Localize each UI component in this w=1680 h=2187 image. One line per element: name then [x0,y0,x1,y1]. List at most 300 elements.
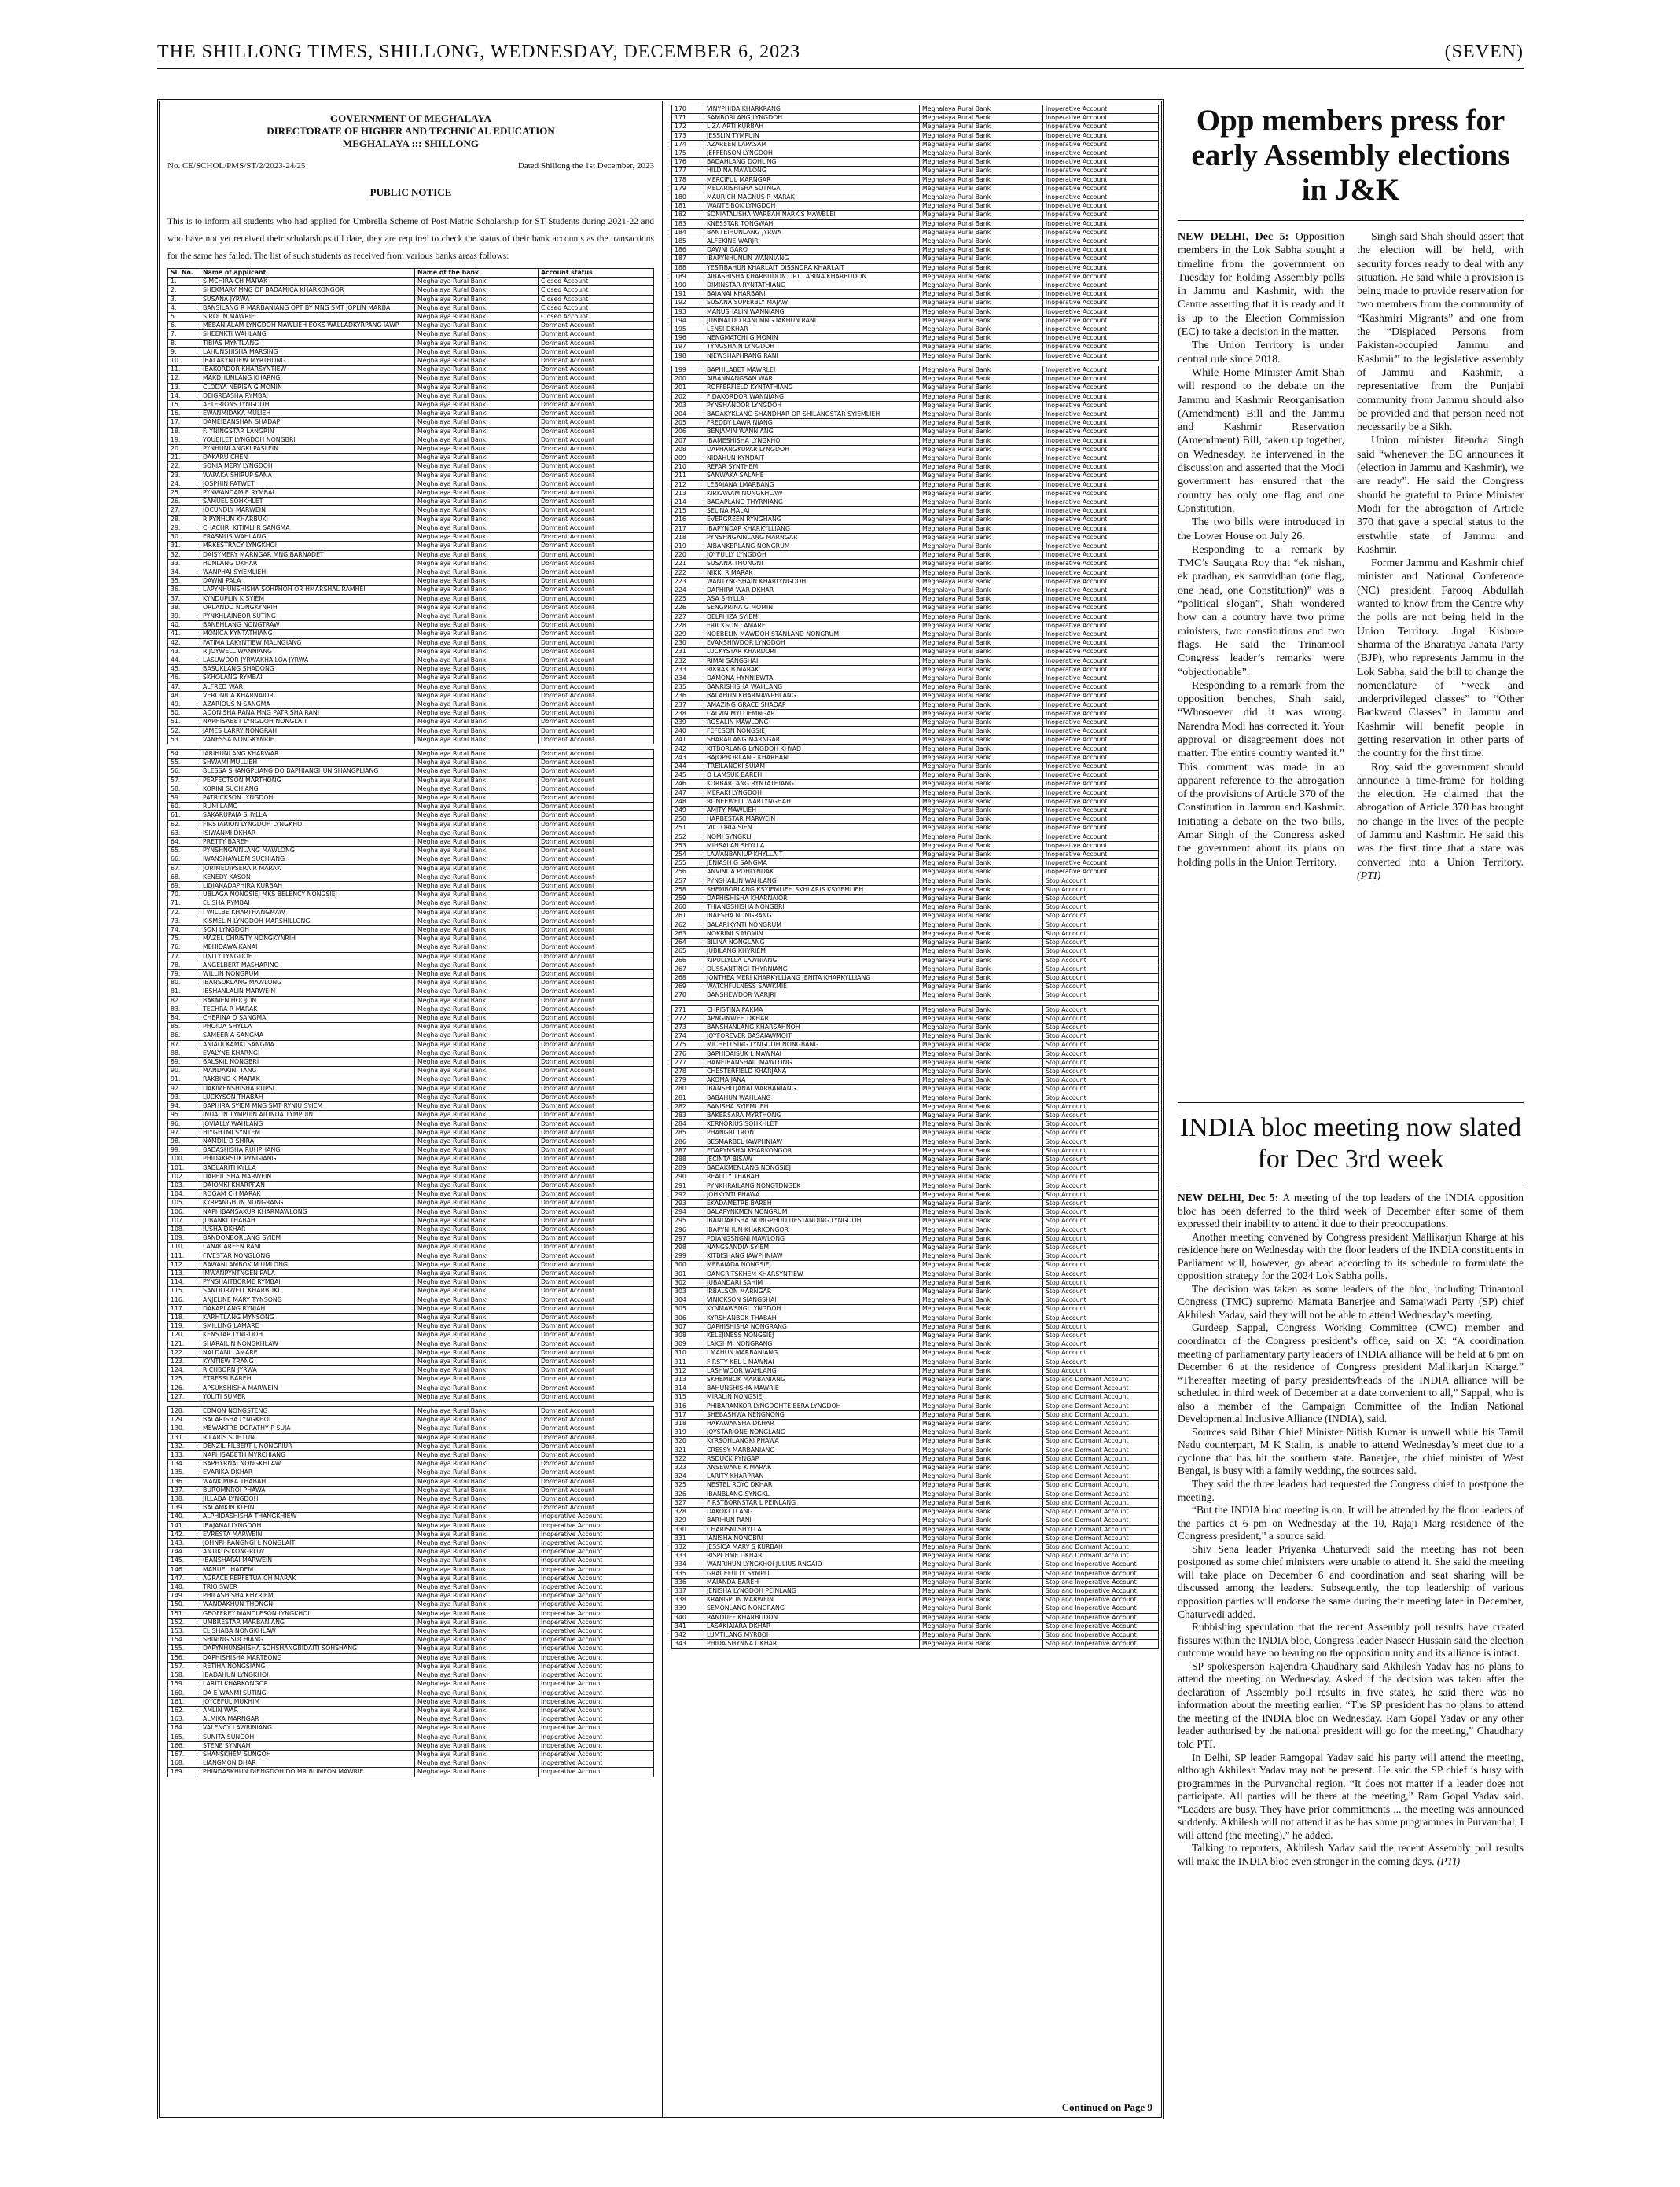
account-status: Inoperative Account [539,1592,654,1601]
bank-name: Meghalaya Rural Bank [920,1358,1043,1366]
serial-number: 296 [672,1226,704,1234]
table-row [672,533,1159,542]
bank-name: Meghalaya Rural Bank [415,638,539,647]
bank-name: Meghalaya Rural Bank [920,1464,1043,1472]
applicant-name: ROFFERFIELD KYNTATHIANG [704,384,920,392]
bank-name: Meghalaya Rural Bank [415,1216,539,1225]
applicant-name: SONIATALISHA WARBAH NARKIS MAWBLEI [704,211,920,219]
serial-number: 14. [168,391,200,400]
serial-number: 213 [672,489,704,498]
account-status: Inoperative Account [1043,299,1159,307]
account-status: Stop Account [1043,1146,1159,1155]
account-status: Inoperative Account [1043,202,1159,211]
applicant-name: THIANGSHISHA NONGBRI [704,903,920,912]
applicant-name: SELINA MALAI [704,507,920,516]
applicant-name: DAMEIBANSHAN SHADAP [200,418,415,427]
table-row [672,824,1159,833]
account-status: Dormant Account [539,454,654,462]
serial-number: 133. [168,1451,200,1460]
applicant-name: PDIANGSNGNI MAWLONG [704,1234,920,1243]
serial-number: 105. [168,1199,200,1207]
bank-name: Meghalaya Rural Bank [920,1288,1043,1296]
bank-name: Meghalaya Rural Bank [920,921,1043,929]
account-status: Stop and Dormant Account [1043,1472,1159,1481]
account-status: Stop Account [1043,939,1159,947]
bank-name: Meghalaya Rural Bank [920,1199,1043,1207]
account-status: Inoperative Account [1043,140,1159,149]
applicant-name: IBANDAKISHA NONGPHUD DESTANDING LYNGDOH [704,1217,920,1226]
account-status: Dormant Account [539,401,654,410]
bank-name: Meghalaya Rural Bank [920,480,1043,489]
applicant-name: SHWAMI MULLIEH [200,759,415,767]
account-status: Dormant Account [539,1014,654,1023]
applicant-name: BALARIKYNTI NONGRUM [704,921,920,929]
applicant-name: JILLADA LYNGDOH [200,1495,415,1504]
table-row [168,811,654,820]
table-row [672,903,1159,912]
applicant-name: BANSILANG R MARBANIANG OPT BY MNG SMT JOPLIN MARBA [200,303,415,312]
serial-number: 157. [168,1662,200,1671]
account-status: Inoperative Account [539,1645,654,1653]
applicant-name: BAHUNSHISHA MAWRIE [704,1384,920,1393]
account-status: Dormant Account [539,1075,654,1084]
serial-number: 188 [672,263,704,272]
headline-india-bloc: INDIA bloc meeting now slated for Dec 3rd week [1178,1103,1524,1185]
table-row [168,647,654,656]
serial-number: 290 [672,1173,704,1182]
table-row [672,1384,1159,1393]
applicant-name: NOEBELIN MAWDOH STANLAND NONGRUM [704,630,920,638]
table-row [168,471,654,480]
account-status: Stop Account [1043,1041,1159,1049]
bank-name: Meghalaya Rural Bank [920,604,1043,612]
bank-name: Meghalaya Rural Bank [920,709,1043,718]
account-status: Stop Account [1043,903,1159,912]
applicant-name: JOYSTARJONE NONGLANG [704,1428,920,1437]
serial-number: 185 [672,237,704,246]
serial-number: 257 [672,877,704,885]
applicant-name: SANWAKA SALAHE [704,472,920,480]
table-row [672,272,1159,281]
serial-number: 6. [168,322,200,330]
bank-name: Meghalaya Rural Bank [415,313,539,322]
bank-name: Meghalaya Rural Bank [920,956,1043,965]
notice-title: PUBLIC NOTICE [369,186,452,198]
account-status: Dormant Account [539,1058,654,1067]
story-paragraph: In Delhi, SP leader Ramgopal Yadav said his party will attend the meeting, although Akhilesh Yadav may not be present. He said the SP chief is busy with programmes in the Purvanchal region. “It does not matter if a leader does not participate. All parties will be there at the meeting,” Ram Gopal Yadav said. “Leaders are busy. They have prior commitments ... the meeting was announced suddenly. Akhilesh will not attend it as he has some programmes in Purvanchal, I will attend (the meeting),” he added. [1178,1751,1524,1841]
table-row [168,1733,654,1741]
serial-number: 199 [672,366,704,374]
bank-name: Meghalaya Rural Bank [920,807,1043,815]
serial-number: 242 [672,744,704,753]
applicant-name: SAMBORLANG LYNGDOH [704,114,920,123]
account-status: Stop Account [1043,912,1159,921]
account-status: Dormant Account [539,1199,654,1207]
bank-name: Meghalaya Rural Bank [415,700,539,708]
applicant-name: MANDAKINI TANG [200,1067,415,1075]
serial-number: 224 [672,586,704,594]
serial-number: 48. [168,691,200,700]
applicant-name: MAZEL CHRISTY NONGKYNRIH [200,935,415,943]
account-status: Dormant Account [539,691,654,700]
table-row [672,105,1159,114]
table-row [672,436,1159,445]
bank-name: Meghalaya Rural Bank [415,1706,539,1715]
serial-number: 256 [672,868,704,877]
applicant-table [671,1005,1159,1649]
bank-name: Meghalaya Rural Bank [415,1671,539,1680]
bank-name: Meghalaya Rural Bank [415,908,539,917]
serial-number: 313 [672,1376,704,1384]
account-status: Stop Account [1043,947,1159,956]
serial-number: 318 [672,1420,704,1428]
account-status: Inoperative Account [1043,211,1159,219]
bank-name: Meghalaya Rural Bank [415,873,539,881]
account-status: Inoperative Account [1043,744,1159,753]
bank-name: Meghalaya Rural Bank [920,1296,1043,1305]
account-status: Inoperative Account [1043,263,1159,272]
table-row [672,445,1159,454]
applicant-name: VINICKSON SIANGSHAI [704,1296,920,1305]
table-row [672,1199,1159,1207]
serial-number: 106. [168,1207,200,1216]
applicant-name: SANDORWELL KHARBUKI [200,1287,415,1296]
bank-name: Meghalaya Rural Bank [415,891,539,899]
serial-number: 271 [672,1005,704,1014]
bank-name: Meghalaya Rural Bank [920,1244,1043,1252]
account-status: Inoperative Account [1043,797,1159,806]
bank-name: Meghalaya Rural Bank [920,780,1043,788]
applicant-name: WANTEIBOK LYNGDOH [704,202,920,211]
bank-name: Meghalaya Rural Bank [920,771,1043,780]
account-status: Dormant Account [539,656,654,664]
bank-name: Meghalaya Rural Bank [415,1557,539,1565]
account-status: Dormant Account [539,647,654,656]
location-line: MEGHALAYA ::: SHILLONG [342,138,480,149]
bank-name: Meghalaya Rural Bank [415,1662,539,1671]
bank-name: Meghalaya Rural Bank [920,885,1043,894]
applicant-name: NOKRIMI S MOMIN [704,929,920,938]
applicant-name: KISMELIN LYNGDOH MARSHILLONG [200,917,415,925]
table-row [672,921,1159,929]
table-row [168,1111,654,1119]
account-status: Inoperative Account [1043,149,1159,158]
table-row [672,211,1159,219]
serial-number: 193 [672,307,704,316]
applicant-name: FIRSTY KEL L MAWNAI [704,1358,920,1366]
serial-number: 234 [672,674,704,683]
bank-name: Meghalaya Rural Bank [920,1217,1043,1226]
notice-header [167,112,654,150]
applicant-name: PHIDA SHYNNA DKHAR [704,1640,920,1649]
serial-number: 320 [672,1437,704,1446]
table-row [672,551,1159,560]
account-status: Inoperative Account [539,1530,654,1538]
bank-name: Meghalaya Rural Bank [415,1539,539,1548]
serial-number: 90. [168,1067,200,1075]
bank-name: Meghalaya Rural Bank [415,1111,539,1119]
serial-number: 223 [672,577,704,586]
account-status: Inoperative Account [539,1513,654,1521]
serial-number: 40. [168,621,200,630]
serial-number: 268 [672,973,704,982]
table-row [672,1613,1159,1622]
bank-name: Meghalaya Rural Bank [920,1340,1043,1349]
applicant-name: MEHIDAWA KANAI [200,943,415,952]
serial-number: 187 [672,255,704,263]
serial-number: 89. [168,1058,200,1067]
applicant-name: TYNGSHAIN LYNGDOH [704,343,920,351]
applicant-name: KARHTLANG MYNSONG [200,1313,415,1321]
account-status: Inoperative Account [1043,131,1159,140]
bank-name: Meghalaya Rural Bank [415,559,539,568]
serial-number: 216 [672,516,704,524]
applicant-name: KYNTIEW TRANG [200,1357,415,1365]
table-row [168,357,654,366]
table-row [168,656,654,664]
account-status: Inoperative Account [1043,307,1159,316]
applicant-name: NAPHISABET LYNGDOH NONGLAIT [200,718,415,726]
table-row [672,1332,1159,1340]
applicant-name: EVANSHIWDOR LYNGDOH [704,639,920,648]
table-row [672,1244,1159,1252]
applicant-name: RICHBORN JYRWA [200,1366,415,1375]
bank-name: Meghalaya Rural Bank [920,577,1043,586]
applicant-name: ANGELBERT MASHARING [200,961,415,969]
bank-name: Meghalaya Rural Bank [415,1384,539,1392]
account-status: Dormant Account [539,1269,654,1277]
serial-number: 141. [168,1521,200,1530]
table-row [672,454,1159,462]
bank-name: Meghalaya Rural Bank [415,820,539,829]
serial-number: 124. [168,1366,200,1375]
applicant-name: ALMIKA MARNGAR [200,1715,415,1724]
account-status: Inoperative Account [1043,780,1159,788]
applicant-name: RISPCHME DKHAR [704,1552,920,1560]
account-status: Inoperative Account [1043,454,1159,462]
applicant-name: PYNKHLAINBOR SUTING [200,612,415,620]
account-status: Dormant Account [539,374,654,383]
account-status: Stop and Dormant Account [1043,1393,1159,1402]
bank-name: Meghalaya Rural Bank [415,917,539,925]
account-status: Inoperative Account [1043,630,1159,638]
serial-number: 10. [168,357,200,366]
applicant-name: MERAKI LYNGDOH [704,788,920,797]
applicant-name: JOYFULLY LYNGDOH [704,551,920,560]
serial-number: 323 [672,1464,704,1472]
applicant-name: WILLIN NONGRUM [200,970,415,979]
serial-number: 218 [672,533,704,542]
account-status: Inoperative Account [1043,175,1159,184]
account-status: Dormant Account [539,1119,654,1128]
table-row [672,542,1159,550]
table-row [672,1560,1159,1569]
account-status: Stop Account [1043,1314,1159,1322]
account-status: Dormant Account [539,820,654,829]
serial-number: 1. [168,278,200,286]
bank-name: Meghalaya Rural Bank [920,868,1043,877]
table-row [168,1392,654,1401]
bank-name: Meghalaya Rural Bank [415,533,539,542]
serial-number: 67. [168,864,200,873]
bank-name: Meghalaya Rural Bank [415,1627,539,1636]
applicant-name: REFAR SYNTHEM [704,463,920,472]
applicant-name: VANESSA NONGKYNRIH [200,735,415,744]
story-paragraph: Rubbishing speculation that the recent Assembly poll results have created fissures within the INDIA bloc, Congress leader Naseer Hussain said the election outcome would have no bearing on the opposition unity and its alliance is intact. [1178,1621,1524,1660]
bank-name: Meghalaya Rural Bank [415,621,539,630]
serial-number: 207 [672,436,704,445]
serial-number: 222 [672,568,704,577]
serial-number: 18. [168,427,200,436]
serial-number: 339 [672,1604,704,1613]
applicant-name: RUNI LAMO [200,803,415,811]
serial-number: 258 [672,885,704,894]
account-status: Dormant Account [539,1322,654,1331]
table-row [672,480,1159,489]
applicant-name: CLODYA NERISA G MOMIN [200,383,415,391]
bank-name: Meghalaya Rural Bank [920,1314,1043,1322]
account-status: Dormant Account [539,864,654,873]
table-row [168,1119,654,1128]
table-row [672,392,1159,401]
serial-number: 321 [672,1446,704,1454]
table-row [672,763,1159,771]
applicant-name: DAWNI PALA [200,577,415,586]
bank-name: Meghalaya Rural Bank [415,1366,539,1375]
account-status: Dormant Account [539,630,654,638]
bank-name: Meghalaya Rural Bank [920,1393,1043,1402]
bank-name: Meghalaya Rural Bank [920,1226,1043,1234]
table-row [168,1477,654,1486]
serial-number: 64. [168,838,200,847]
account-status: Inoperative Account [1043,228,1159,237]
account-status: Stop and Dormant Account [1043,1376,1159,1384]
serial-number: 127. [168,1392,200,1401]
serial-number: 57. [168,776,200,785]
serial-number: 83. [168,1005,200,1013]
table-row [168,1304,654,1313]
account-status: Dormant Account [539,961,654,969]
table-row [672,1340,1159,1349]
serial-number: 324 [672,1472,704,1481]
bank-name: Meghalaya Rural Bank [920,692,1043,700]
serial-number: 211 [672,472,704,480]
table-row [672,851,1159,859]
serial-number: 281 [672,1094,704,1102]
bank-name: Meghalaya Rural Bank [920,140,1043,149]
serial-number: 336 [672,1578,704,1586]
bank-name: Meghalaya Rural Bank [920,1067,1043,1075]
applicant-name: DELPHIZA SYIEM [704,612,920,621]
serial-number: 125. [168,1375,200,1384]
account-status: Stop Account [1043,1305,1159,1314]
bank-name: Meghalaya Rural Bank [920,401,1043,410]
bank-name: Meghalaya Rural Bank [920,1164,1043,1173]
account-status: Inoperative Account [1043,719,1159,727]
applicant-name: PHIDAKRSUK PYNGIANG [200,1155,415,1163]
bank-name: Meghalaya Rural Bank [920,375,1043,384]
table-row [168,1768,654,1777]
account-status: Dormant Account [539,568,654,576]
account-status: Stop and Dormant Account [1043,1498,1159,1507]
serial-number: 101. [168,1163,200,1172]
bank-name: Meghalaya Rural Bank [415,391,539,400]
applicant-name: CHARISNI SHYLLA [704,1525,920,1534]
bank-name: Meghalaya Rural Bank [415,935,539,943]
account-status: Stop and Inoperative Account [1043,1596,1159,1604]
table-row [168,524,654,532]
bank-name: Meghalaya Rural Bank [920,586,1043,594]
serial-number: 172 [672,123,704,131]
bank-name: Meghalaya Rural Bank [415,776,539,785]
applicant-name: NJEWSHAPHRANG RANI [704,351,920,360]
account-status: Dormant Account [539,917,654,925]
bank-name: Meghalaya Rural Bank [415,1322,539,1331]
applicant-name: CRESSY MARBANIANG [704,1446,920,1454]
serial-number: 276 [672,1049,704,1058]
applicant-name: IBAPYNHUNLIN WANNIANG [704,255,920,263]
serial-number: 305 [672,1305,704,1314]
table-row [672,895,1159,903]
serial-number: 74. [168,926,200,935]
table-row [672,1366,1159,1375]
bank-name: Meghalaya Rural Bank [415,506,539,515]
serial-number: 19. [168,436,200,444]
account-status: Dormant Account [539,1225,654,1233]
table-row [672,316,1159,325]
account-status: Dormant Account [539,436,654,444]
gov-line: GOVERNMENT OF MEGHALAYA [330,112,491,124]
bank-name: Meghalaya Rural Bank [415,647,539,656]
serial-number: 332 [672,1542,704,1551]
table-row [168,1384,654,1392]
account-status: Dormant Account [539,793,654,802]
applicant-name: IBANSHITJANAI MARBANIANG [704,1085,920,1094]
bank-name: Meghalaya Rural Bank [415,339,539,347]
bank-name: Meghalaya Rural Bank [415,987,539,996]
bank-name: Meghalaya Rural Bank [920,1252,1043,1261]
applicant-name: VERONICA KHARNAIOR [200,691,415,700]
applicant-name: CHESTERFIELD KHARJANA [704,1067,920,1075]
applicant-name: BALAHUN KHARMAWPHLANG [704,692,920,700]
serial-number: 206 [672,428,704,436]
story-paragraph: The decision was taken as some leaders of the bloc, including Trinamool Congress (TMC) supremo Mamata Banerjee and Samajwadi Party (SP) chief Akhilesh Yadav, said they will not be able to attend Wednesday’s meeting. [1178,1282,1524,1321]
serial-number: 225 [672,595,704,604]
bank-name: Meghalaya Rural Bank [920,833,1043,841]
applicant-name: SAMUEL SOHKHLET [200,498,415,506]
account-status: Stop and Dormant Account [1043,1454,1159,1463]
table-row [168,1278,654,1287]
serial-number: 171 [672,114,704,123]
applicant-name: DAPHISHISHA NONGRANG [704,1322,920,1331]
bank-name: Meghalaya Rural Bank [415,1031,539,1040]
applicant-name: ANTIKUS KONGROW [200,1548,415,1557]
serial-number: 217 [672,524,704,533]
table-row [168,803,654,811]
table-row [672,343,1159,351]
bank-name: Meghalaya Rural Bank [920,1498,1043,1507]
serial-number: 326 [672,1490,704,1498]
account-status: Dormant Account [539,1049,654,1057]
table-row [672,1217,1159,1226]
applicant-name: KYNDUPLIN K SYIEM [200,594,415,603]
bank-name: Meghalaya Rural Bank [415,1058,539,1067]
account-status: Dormant Account [539,1477,654,1486]
table-row [168,1269,654,1277]
serial-number: 51. [168,718,200,726]
serial-number: 143. [168,1539,200,1548]
story-paragraph: The two bills were introduced in the Lower House on July 26. [1178,516,1344,542]
